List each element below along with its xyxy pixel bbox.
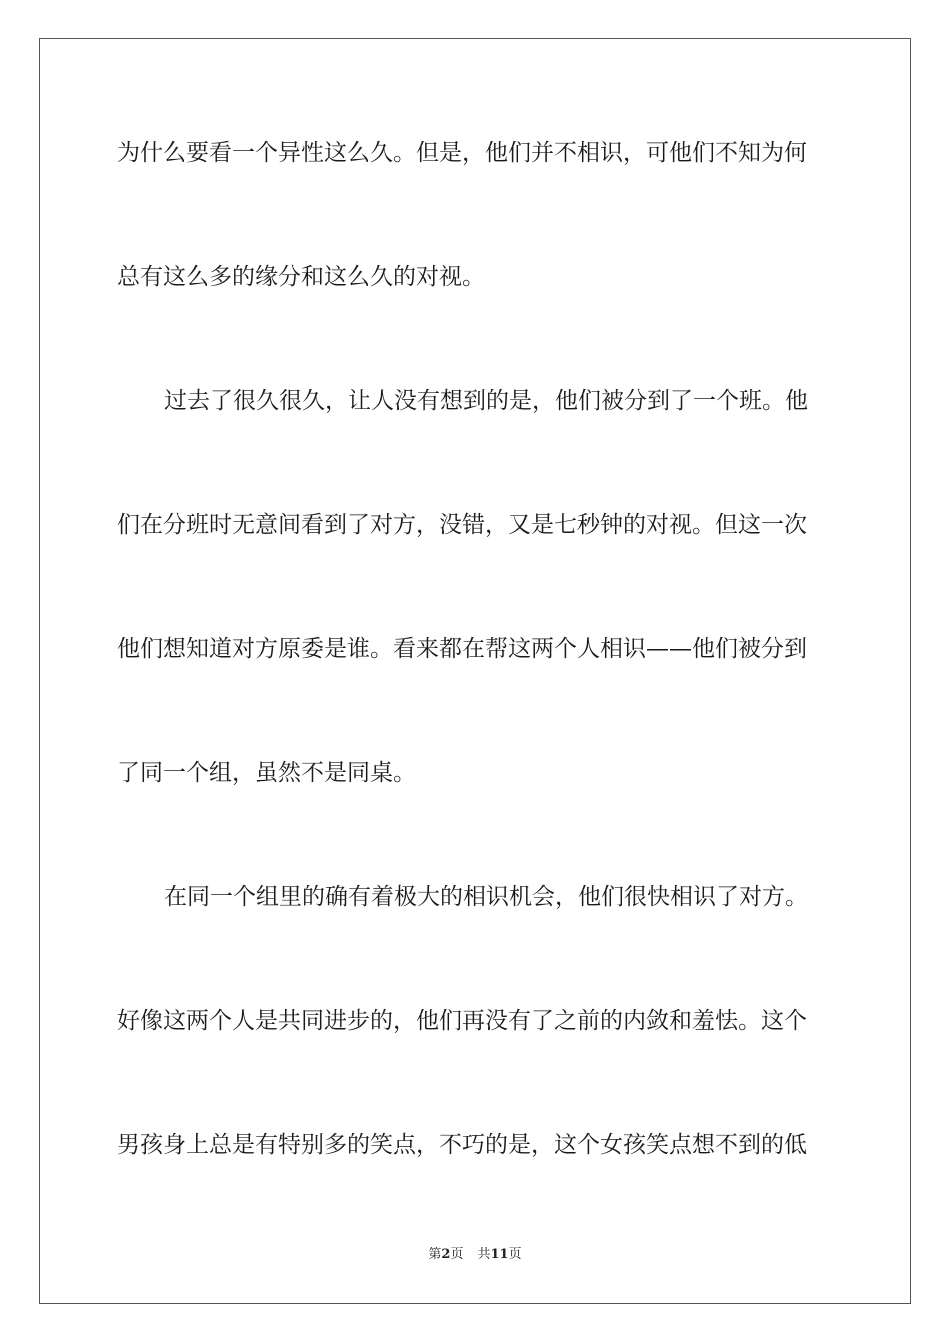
text-line-2: 总有这么多的缘分和这么久的对视。 [117,264,485,290]
footer-total-pages: 11 [490,1247,509,1262]
footer-page-suffix: 页 [450,1247,464,1262]
text-line-3: 过去了很久很久，让人没有想到的是，他们被分到了一个班。他 [164,388,808,414]
footer-page-number: 2 [441,1247,451,1262]
footer-total-prefix: 共 [477,1247,491,1262]
text-line-4: 们在分班时无意间看到了对方，没错，又是七秒钟的对视。但这一次 [117,512,807,538]
text-line-8: 好像这两个人是共同进步的，他们再没有了之前的内敛和羞怯。这个 [117,1008,807,1034]
page-footer [0,1246,950,1264]
text-line-9: 男孩身上总是有特别多的笑点，不巧的是，这个女孩笑点想不到的低 [117,1132,807,1158]
footer-page-prefix: 第 [428,1247,442,1262]
text-line-1: 为什么要看一个异性这么久。但是，他们并不相识，可他们不知为何 [117,140,807,166]
text-line-5: 他们想知道对方原委是谁。看来都在帮这两个人相识——他们被分到 [117,636,807,662]
footer-total-suffix: 页 [508,1247,522,1262]
text-line-7: 在同一个组里的确有着极大的相识机会，他们很快相识了对方。 [164,884,808,910]
page-border [39,38,911,1304]
text-line-6: 了同一个组，虽然不是同桌。 [117,760,416,786]
